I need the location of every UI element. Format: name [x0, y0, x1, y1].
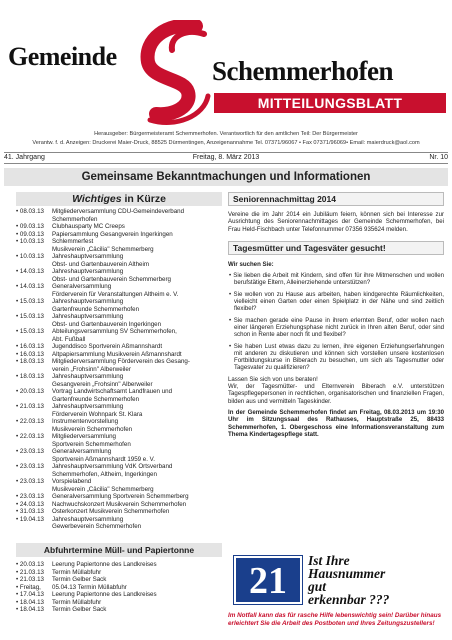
item-text: Jugenddisco Sportverein Aßmannshardt	[52, 343, 163, 350]
item-text: Schlemmerfest	[52, 238, 94, 245]
right-column	[228, 192, 444, 438]
item-text: Termin Müllabfuhr	[52, 568, 102, 576]
item-text: Altpapiersammlung Musikverein Aßmannshardt	[52, 350, 182, 358]
item-date	[16, 426, 52, 434]
item-text: Sportverein Schemmerhofen	[52, 440, 131, 448]
item-text: Termin Müllabfuhr	[52, 598, 102, 606]
item-text: Abt. Fußball	[52, 335, 86, 343]
item-date	[16, 321, 52, 329]
item-date: • 15.03.13	[16, 313, 52, 321]
wichtiges-heading-italic: Wichtiges	[72, 193, 122, 205]
house-number-sign: 21	[234, 556, 302, 604]
list-item	[16, 523, 222, 531]
main-section-title: Gemeinsame Bekanntmachungen und Informationen	[4, 168, 448, 186]
list-item	[16, 463, 222, 471]
item-date	[16, 216, 52, 224]
item-date	[16, 246, 52, 254]
item-text: Vortrag Landwirtschaftsamt Landfrauen und	[52, 388, 173, 395]
item-text: Jahreshauptversammlung	[52, 298, 124, 305]
list-item	[16, 276, 222, 284]
list-item	[16, 381, 222, 389]
item-date: • 14.03.13	[16, 283, 52, 291]
item-text: Nachwuchskonzert Musikverein Schemmerhofen	[52, 500, 187, 508]
list-item	[16, 343, 222, 351]
item-text: Termin Gelber Sack	[52, 606, 107, 613]
item-date	[16, 396, 52, 404]
list-item	[16, 508, 222, 516]
item-date: • 23.03.13	[16, 478, 52, 486]
list-item	[16, 599, 222, 607]
item-text: Musikverein „Cäcilia" Schemmerberg	[52, 245, 154, 253]
publisher-info	[4, 130, 448, 147]
item-text: Musikverein „Cäcilia" Schemmerberg	[52, 485, 154, 493]
list-item	[16, 584, 222, 592]
list-item	[16, 388, 222, 396]
list-item	[16, 516, 222, 524]
item-text: Clubhausparty MC Creeps	[52, 223, 125, 230]
item-text: Abteilungsversammlung SV Schemmerhofen,	[52, 328, 177, 335]
ort-title: Schemmerhofen	[212, 56, 393, 86]
issue-number: Nr. 10	[429, 154, 448, 161]
item-text: Leerung Papiertonne des Landkreises	[52, 561, 157, 568]
list-item	[16, 418, 222, 426]
item-text: Obst- und Gartenbauverein Altheim	[52, 260, 149, 268]
item-date: • 10.03.13	[16, 238, 52, 246]
item-date	[16, 471, 52, 479]
promo-headline	[308, 554, 438, 606]
item-text: Schemmerhofen, Altheim, Ingerkingen	[52, 470, 157, 478]
item-text: Gewerbeverein Schemmerhofen	[52, 523, 142, 530]
list-item	[16, 358, 222, 366]
list-item	[16, 426, 222, 434]
item-text: Instrumentenvorstellung	[52, 418, 119, 425]
item-text: Generalversammlung	[52, 283, 112, 290]
tages-p2: Wir, der Tagesmütter- und Elternverein Biberach e.V. unterstützen Tagespflegepersonen in rechtlichen, organisatorischen und finanziellen Fragen, bilden aus und vermitteln Tageskinder.	[228, 383, 444, 405]
item-date: • 16.03.13	[16, 343, 52, 351]
item-date: • 18.03.13	[16, 373, 52, 381]
item-date: • 15.03.13	[16, 298, 52, 306]
item-text: verein „Frohsinn" Alberweiler	[52, 365, 131, 373]
item-date: • 20.03.13	[16, 561, 52, 569]
promo-line-3: gut	[308, 579, 327, 594]
item-date: • 22.03.13	[16, 418, 52, 426]
divider	[4, 152, 448, 153]
list-item	[16, 246, 222, 254]
item-date: • Freitag,	[16, 584, 52, 592]
item-date	[16, 261, 52, 269]
list-item	[16, 493, 222, 501]
item-date	[16, 456, 52, 464]
tages-bullet: • Sie machen gerade eine Pause in ihrem erlernten Beruf, oder wollen nach einer längeren Erziehungsphase nicht zurück in Ihren alten Beruf, oder sind schon in Rente aber noch fit und flexibel?	[229, 316, 444, 339]
item-text: 05.04.13 Termin Müllabfuhr	[52, 583, 127, 591]
item-text: Osterkonzert Musikverein Schemmerhofen	[52, 508, 170, 515]
item-text: Jahreshauptversammlung	[52, 268, 124, 275]
item-date: • 20.03.13	[16, 388, 52, 396]
promo-line-4: erkennbar ???	[308, 592, 390, 607]
issue-date: Freitag, 8. März 2013	[192, 154, 260, 161]
item-text: Förderverein für Veranstaltungen Altheim e. V.	[52, 290, 179, 298]
list-item	[16, 336, 222, 344]
item-text: Jahreshauptversammlung	[52, 373, 124, 380]
list-item	[16, 268, 222, 276]
list-item	[16, 411, 222, 419]
list-item	[16, 448, 222, 456]
item-date	[16, 276, 52, 284]
jahrgang: 41. Jahrgang	[4, 154, 45, 161]
promo-line-1: Ist Ihre	[308, 553, 350, 568]
list-item	[16, 238, 222, 246]
divider	[4, 163, 448, 164]
list-item	[16, 606, 222, 614]
list-item	[16, 501, 222, 509]
item-text: Mitgliederversammlung Förderverein des Gesang-	[52, 358, 190, 365]
item-date	[16, 486, 52, 494]
item-date: • 15.03.13	[16, 328, 52, 336]
wichtiges-column	[16, 192, 222, 531]
item-text: Generalversammlung Sportverein Schemmerberg	[52, 493, 189, 500]
item-date	[16, 306, 52, 314]
item-date: • 23.03.13	[16, 493, 52, 501]
item-date: • 14.03.13	[16, 268, 52, 276]
tages-bullets	[228, 272, 444, 372]
list-item	[16, 351, 222, 359]
item-date	[16, 381, 52, 389]
tages-bullet: • Sie wollen von zu Hause aus arbeiten, haben kindgerechte Räumlichkeiten, vielleicht einen Garten oder einen Spielplatz in der Nähe und sind zeitlich flexibel?	[229, 290, 444, 313]
item-date: • 08.03.13	[16, 208, 52, 216]
item-date: • 21.03.13	[16, 403, 52, 411]
item-text: Jahreshauptversammlung VdK Ortsverband	[52, 463, 173, 470]
publisher-line-2: Verantw. f. d. Anzeigen: Druckerei Maier-Druck, 88525 Dürmentingen, Anzeigenannahme Tel. 07371/96067 • Fax 07371/96069• Email: maierdruck@aol.com	[32, 139, 420, 146]
list-item	[16, 486, 222, 494]
item-text: Jahreshauptversammlung	[52, 403, 124, 410]
list-item	[16, 591, 222, 599]
item-date: • 21.03.13	[16, 576, 52, 584]
item-date	[16, 411, 52, 419]
list-item	[16, 433, 222, 441]
tages-bullet: • Sie lieben die Arbeit mit Kindern, sind offen für ihre Mitmenschen und wollen berufstätige Eltern, Alleinerziehende unterstützen?	[229, 272, 444, 287]
tages-p3: In der Gemeinde Schemmerhofen findet am Freitag, 08.03.2013 um 19:30 Uhr im Sitzungssaal des Rathauses, Hauptstraße 25, 88433 Schemmerhofen, 1. Obergeschoss eine Informationsveranstaltung zum Thema Kindertagespflege statt.	[228, 408, 444, 438]
list-item	[16, 366, 222, 374]
item-text: Jahreshauptversammlung	[52, 515, 124, 523]
list-item	[16, 373, 222, 381]
list-item	[16, 576, 222, 584]
tages-p1: Lassen Sie sich von uns beraten!	[228, 375, 318, 383]
item-date: • 31.03.13	[16, 508, 52, 516]
item-text: Jahreshauptversammlung	[52, 313, 124, 320]
tages-heading: Tagesmütter und Tagesväter gesucht!	[228, 241, 444, 255]
item-date: • 09.03.13	[16, 223, 52, 231]
list-item	[16, 321, 222, 329]
hausnummer-promo	[228, 554, 444, 634]
item-text: Sportverein Aßmannshardt 1959 e. V.	[52, 455, 155, 463]
list-item	[16, 261, 222, 269]
item-date: • 09.03.13	[16, 231, 52, 239]
list-item	[16, 298, 222, 306]
wichtiges-heading-rest: in Kürze	[121, 193, 166, 205]
item-text: Obst- und Gartenbauverein Schemmerberg	[52, 275, 171, 283]
item-date: • 24.03.13	[16, 501, 52, 509]
item-date: • 17.04.13	[16, 591, 52, 599]
item-text: Obst- und Gartenbauverein Ingerkingen	[52, 320, 162, 328]
item-text: Vorspielabend	[52, 478, 92, 485]
item-text: Generalversammlung	[52, 448, 112, 455]
item-text: Leerung Papiertonne des Landkreises	[52, 591, 157, 598]
item-text: Mitgliederversammlung CDU-Gemeindeverband	[52, 208, 185, 215]
item-date	[16, 291, 52, 299]
item-text: Schemmerhofen	[52, 215, 98, 223]
masthead	[0, 0, 452, 130]
item-date: • 10.03.13	[16, 253, 52, 261]
gemeinde-title: Gemeinde	[8, 42, 117, 71]
item-date	[16, 523, 52, 531]
item-text: Mitgliederversammlung	[52, 433, 116, 440]
item-text: Förderverein Wohnpark St. Klara	[52, 410, 143, 418]
item-date: • 22.03.13	[16, 433, 52, 441]
events-list	[16, 208, 222, 531]
abfuhr-list	[16, 561, 222, 614]
mitteilungsblatt-banner: MITTEILUNGSBLATT	[214, 93, 446, 113]
item-date: • 18.04.13	[16, 599, 52, 607]
item-date	[16, 441, 52, 449]
item-date: • 16.03.13	[16, 351, 52, 359]
senioren-text: Vereine die im Jahr 2014 ein Jubiläum feiern, können sich bei Interesse zur Ausrichtung des Seniorennachmittages der Gemeinde Schemmerhofen, bei Frau Held-Fischbach unter Telefonnummer 07356 935624 melden.	[228, 211, 444, 233]
list-item	[16, 313, 222, 321]
list-item	[16, 253, 222, 261]
item-date: • 19.04.13	[16, 516, 52, 524]
list-item	[16, 403, 222, 411]
list-item	[16, 328, 222, 336]
municipal-logo-icon	[126, 20, 222, 128]
abfuhr-heading: Abfuhrtermine Müll- und Papiertonne	[16, 543, 222, 557]
item-date: • 23.03.13	[16, 463, 52, 471]
item-date: • 18.03.13	[16, 358, 52, 366]
list-item	[16, 561, 222, 569]
publisher-line-1: Herausgeber: Bürgermeisteramt Schemmerhofen. Verantwortlich für den amtlichen Teil: Der Bürgermeister	[94, 131, 358, 137]
senioren-heading: Seniorennachmittag 2014	[228, 192, 444, 206]
wichtiges-heading	[16, 192, 222, 206]
item-date	[16, 366, 52, 374]
item-text: Papiersammlung Gesangverein Ingerkingen	[52, 230, 173, 238]
promo-line-2: Hausnummer	[308, 566, 386, 581]
item-date: • 21.03.13	[16, 569, 52, 577]
item-text: Gesangverein „Frohsinn" Alberweiler	[52, 380, 153, 388]
promo-note: Im Notfall kann das für rasche Hilfe lebenswichtig sein! Darüber hinaus erleichtert Sie die Arbeit des Postboten und Ihres Zeitungszustellers!	[228, 612, 442, 627]
tages-wir-suchen: Wir suchen Sie:	[228, 260, 274, 268]
item-date: • 18.04.13	[16, 606, 52, 614]
list-item	[16, 478, 222, 486]
list-item	[16, 471, 222, 479]
item-text: Gartenfreunde Schemmerhofen	[52, 305, 140, 313]
item-text: Musikverein Schemmerhofen	[52, 425, 133, 433]
list-item	[16, 231, 222, 239]
item-date	[16, 336, 52, 344]
list-item	[16, 208, 222, 216]
list-item	[16, 291, 222, 299]
list-item	[16, 569, 222, 577]
item-text: Termin Gelber Sack	[52, 576, 107, 583]
list-item	[16, 223, 222, 231]
item-text: Jahreshauptversammlung	[52, 253, 124, 260]
list-item	[16, 396, 222, 404]
tages-bullet: • Sie haben Lust etwas dazu zu lernen, ihre eigenen Erziehungserfahrungen mit anderen zu diskutieren und können sich vorstellen unsere kostenlosen Fortbildungskurse in Biberach zu besuchen, um sich als Tagesmutter oder Tagesvater zu qualifizieren?	[229, 342, 444, 372]
list-item	[16, 216, 222, 224]
list-item	[16, 441, 222, 449]
list-item	[16, 306, 222, 314]
list-item	[16, 283, 222, 291]
list-item	[16, 456, 222, 464]
item-date: • 23.03.13	[16, 448, 52, 456]
item-text: Gartenfreunde Schemmerhofen	[52, 395, 140, 403]
